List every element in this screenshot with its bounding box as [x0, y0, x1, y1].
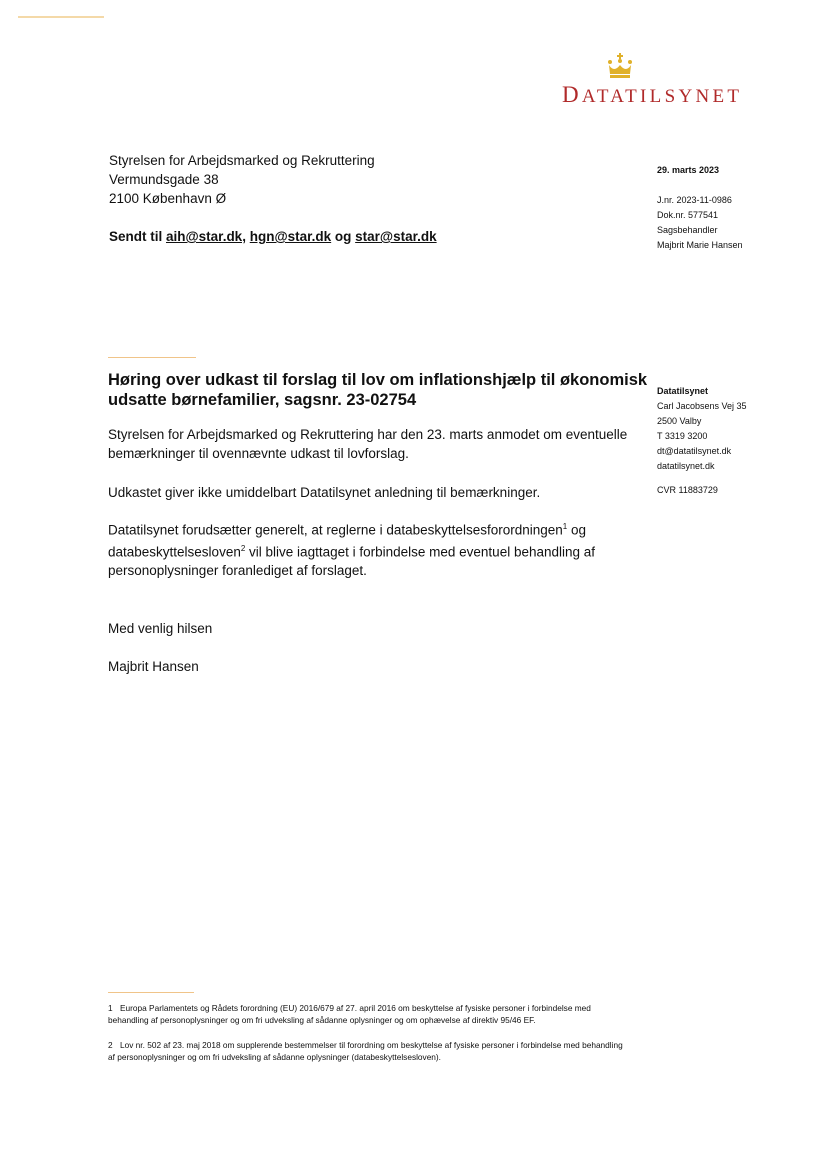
org-city: 2500 Valby [657, 416, 702, 426]
email-link[interactable]: star@star.dk [355, 229, 437, 244]
case-metadata [657, 193, 743, 253]
paragraph: Udkastet giver ikke umiddelbart Datatilsynet anledning til bemærkninger. [108, 485, 541, 500]
letter-title: Høring over udkast til forslag til lov om inflationshjælp til økonomisk udsatte børnefamilier, sagsnr. 23-02754 [108, 371, 648, 409]
crown-icon [606, 53, 634, 79]
sent-to: Sendt til aih@star.dk, hgn@star.dk og star@star.dk [109, 229, 437, 244]
recipient-line: Styrelsen for Arbejdsmarked og Rekruttering [109, 153, 375, 168]
footnote-text: Lov nr. 502 af 23. maj 2018 om supplerende bestemmelser til forordning om beskyttelse af fysiske personer i forbindelse med behandling af personoplysninger og om fri udveksling af sådanne oplysninger (databeskyttelsesloven). [108, 1040, 623, 1062]
org-street: Carl Jacobsens Vej 35 [657, 401, 747, 411]
org-website[interactable]: datatilsynet.dk [657, 461, 715, 471]
footnote-text: Europa Parlamentets og Rådets forordning (EU) 2016/679 af 27. april 2016 om beskyttelse af fysiske personer i forbindelse med behandling af personoplysninger og om fri udveksling af sådanne oplysninger og om ophævelse af direktiv 95/46 EF. [108, 1003, 591, 1025]
org-name: Datatilsynet [657, 386, 709, 396]
footnote-ref: 2 [240, 544, 246, 553]
email-link[interactable]: aih@star.dk, [166, 229, 246, 244]
handler-role: Sagsbehandler [657, 225, 718, 235]
footnote [108, 1002, 623, 1026]
paragraph: Datatilsynet forudsætter generelt, at reglerne i databeskyttelsesforordningen$^1$ og databeskyttelsesloven$^2$ vil blive iagttaget i forbindelse med eventuel behandling af personoplysninger foranlediget af forslaget. [108, 522, 596, 578]
footnote-divider [108, 992, 194, 993]
email-link[interactable]: hgn@star.dk [249, 229, 332, 244]
footnote-ref: 1 [562, 522, 568, 531]
cvr-number: CVR 11883729 [657, 485, 718, 495]
journal-number: J.nr. 2023-11-0986 [657, 195, 732, 205]
recipient-line: 2100 København Ø [109, 191, 227, 206]
document-number: Dok.nr. 577541 [657, 210, 719, 220]
footnote-number: 2 [108, 1040, 113, 1050]
footnote-number: 1 [108, 1003, 113, 1013]
brand-logo: DATATILSYNET [562, 82, 743, 107]
recipient-address [109, 151, 375, 208]
divider [108, 357, 196, 358]
sender-contact [657, 384, 747, 474]
signature: Majbrit Hansen [108, 659, 199, 674]
paragraph: Styrelsen for Arbejdsmarked og Rekruttering har den 23. marts anmodet om eventuelle bemærkninger til ovennævnte udkast til lovforslag. [108, 427, 628, 461]
recipient-line: Vermundsgade 38 [109, 172, 219, 187]
org-phone: T 3319 3200 [657, 431, 708, 441]
footnote [108, 1039, 623, 1063]
org-email[interactable]: dt@datatilsynet.dk [657, 446, 732, 456]
top-mark [18, 16, 104, 18]
handler-name: Majbrit Marie Hansen [657, 240, 743, 250]
letter-date: 29. marts 2023 [657, 165, 720, 175]
closing: Med venlig hilsen [108, 621, 213, 636]
